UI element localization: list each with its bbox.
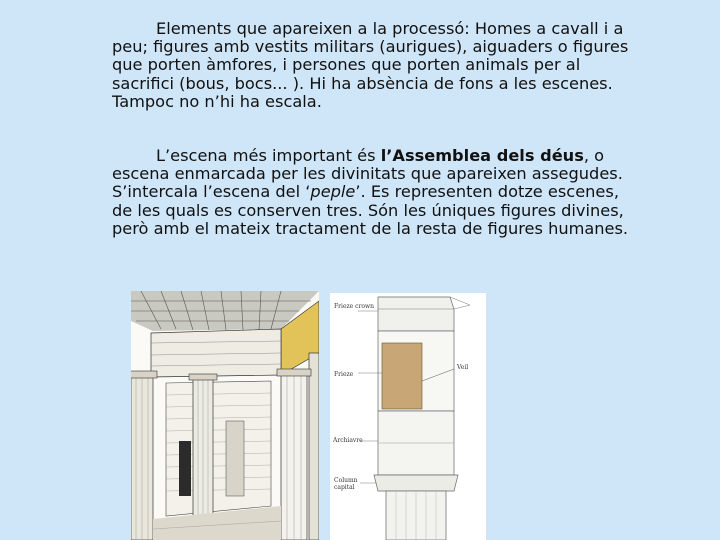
parthenon-colonnade-illustration	[131, 291, 319, 540]
label-frieze-crown: Frieze crown	[334, 303, 374, 310]
paragraph-assembly-of-gods	[112, 147, 637, 238]
colonnade-drawing	[131, 291, 319, 540]
label-frieze: Frieze	[334, 371, 354, 378]
paragraph-procession-elements	[112, 20, 637, 111]
label-archiavre: Archiavre	[333, 437, 363, 444]
paragraph-2-part-2: , o escena enmarcada per les divinitats que apareixen assegudes. S’intercala l’escena del ‘	[112, 146, 623, 202]
paragraph-1-text: Elements que apareixen a la processó: Homes a cavall i a peu; figures amb vestits militars (aurigues), aiguaders o figures que porten àmfores, i persones que porten animals per al sacrifici (bous, bocs... ). Hi ha absència de fons a les escenes. Tampoc no n’hi ha escala.	[112, 19, 629, 111]
paragraph-2-part-3: ’. Es representen dotze escenes, de les quals es conserven tres. Són les úniques figures divines, però amb el mateix tractament de la resta de figures humanes.	[112, 182, 629, 238]
section-drawing	[330, 293, 486, 540]
assembly-of-gods-emphasis: l’Assemblea dels déus	[380, 146, 584, 165]
peple-emphasis: peple	[310, 182, 356, 202]
paragraph-2-part-1: L’escena més important és	[156, 146, 381, 165]
frieze-section-diagram	[330, 293, 486, 540]
label-veil: Veil	[457, 364, 469, 371]
label-column-capital: Column capital	[334, 477, 358, 491]
